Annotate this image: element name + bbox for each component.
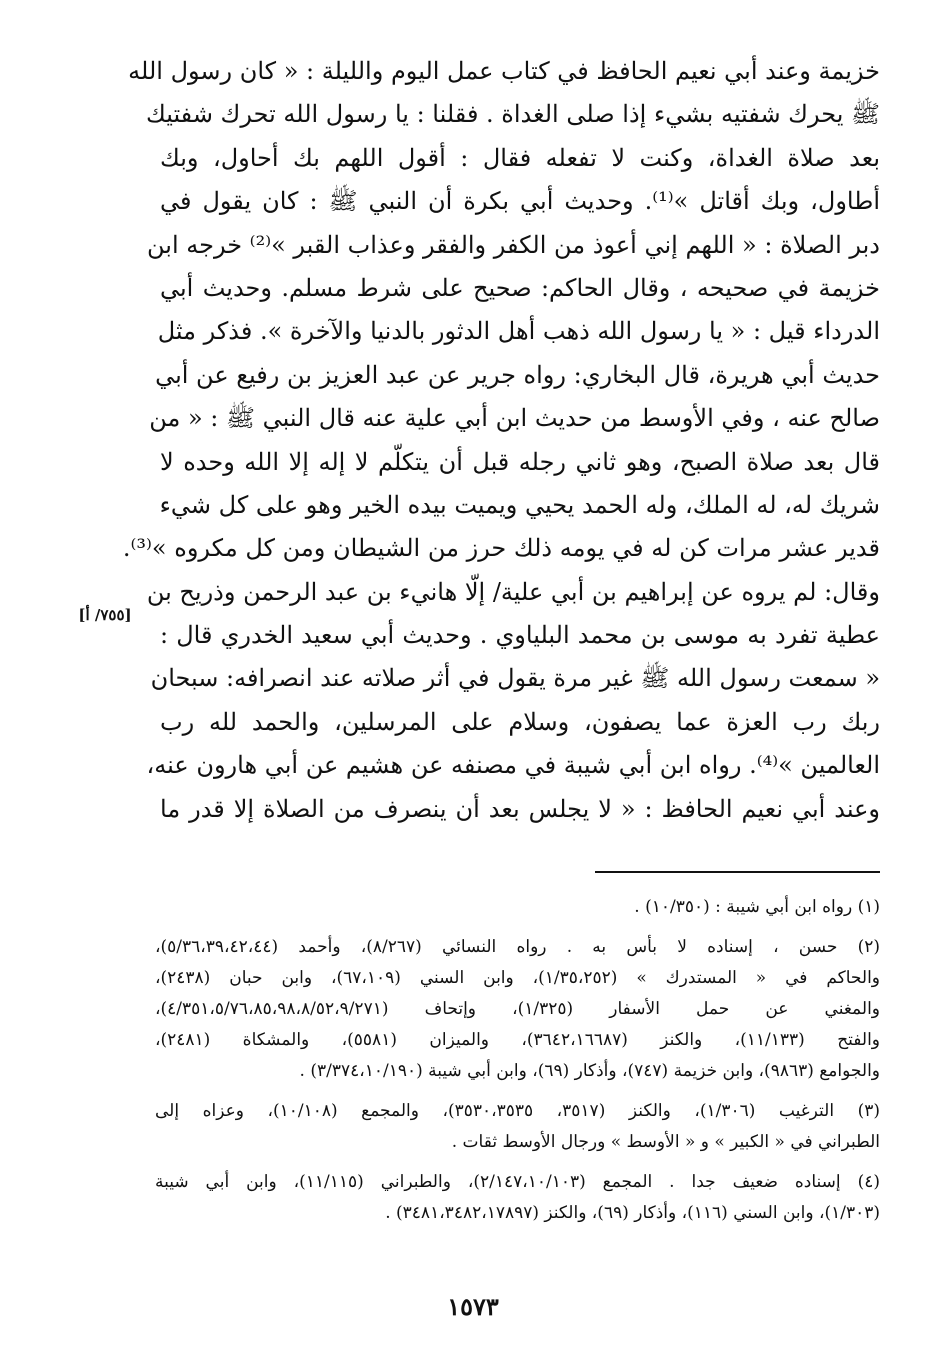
text-line: عطية تفرد به موسى بن محمد البلياوي . وحديث أبي سعيد الخدري قال : (160, 621, 880, 650)
footnote-separator (595, 871, 880, 873)
page-number: ١٥٧٣ (447, 1292, 499, 1321)
text-line: الدرداء قيل : « يا رسول الله ذهب أهل الدثور بالدنيا والآخرة ». فذكر مثل (157, 317, 880, 346)
text-line: وعند أبي نعيم الحافظ : « لا يجلس بعد أن ينصرف من الصلاة إلا قدر ما (160, 794, 880, 823)
text-line: العالمين »⁽⁴⁾. رواه ابن أبي شيبة في مصنفه عن هشيم عن أبي هارون عنه، (146, 751, 880, 780)
footnote-line: (٤) إسناده ضعيف جدا . المجمع (٢/١٤٧،١٠/١٠٣)، والطبراني (١١/١١٥)، وابن أبي شيبة (155, 1172, 880, 1192)
text-line: وقال: لم يروه عن إبراهيم بن أبي علية/ إلّا هانيء بن عبد الرحمن وذريح بن (146, 577, 880, 606)
margin-folio-note: [٧٥٥/ أ] (78, 606, 132, 624)
text-line: ﷺ يحرك شفتيه بشيء إذا صلى الغداة . فقلنا : يا رسول الله تحرك شفتيك (145, 100, 880, 129)
footnote-line: (٢) حسن ، إسناده لا بأس به . رواه النسائي (٨/٢٦٧)، وأحمد (٥/٣٦،٣٩،٤٢،٤٤)، (155, 937, 880, 957)
footnote (155, 1167, 880, 1229)
footnote-line: والمغني عن حمل الأسفار (١/٣٢٥)، وإتحاف (٤/٣٥١،٥/٧٦،٨٥،٩٨،٨/٥٢،٩/٢٧١)، (155, 999, 880, 1019)
footnote-line: الطبراني في « الكبير » و « الأوسط » ورجال الأوسط ثقات . (451, 1132, 880, 1152)
text-line: خزيمة في صحيحه ، وقال الحاكم: صحيح على شرط مسلم. وحديث أبي (160, 273, 880, 302)
footnote (155, 892, 880, 923)
footnote-line: والجوامع (٩٨٦٣)، وابن خزيمة (٧٤٧)، وأذكار (٦٩)، وابن أبي شيبة (٣/٣٧٤،١٠/١٩٠) . (299, 1061, 880, 1081)
text-line: قدير عشر مرات كن له في يومه ذلك حرز من الشيطان ومن كل مكروه »⁽³⁾. (122, 534, 880, 563)
footnotes (155, 892, 880, 1238)
text-line: أطاول، وبك أقاتل »⁽¹⁾. وحديث أبي بكرة أن النبي ﷺ : كان يقول في (160, 187, 880, 216)
text-line: حديث أبي هريرة، قال البخاري: رواه جرير عن عبد العزيز بن رفيع عن أبي (155, 360, 880, 389)
footnote-line: والحاكم في « المستدرك » (١/٣٥،٢٥٢)، وابن السني (٦٧،١٠٩)، وابن حبان (٢٤٣٨)، (155, 968, 881, 988)
footnote-line: (٣) الترغيب (١/٣٠٦)، والكنز (٣٥١٧، ٣٥٣٠،٣٥٣٥)، والمجمع (١٠/١٠٨)، وعزاه إلى (155, 1101, 880, 1121)
footnote-line: والفتح (١١/١٣٣)، والكنز (٣٦٤٢،١٦٦٨٧)، والميزان (٥٥٨١)، والمشكاة (٢٤٨١)، (155, 1030, 881, 1050)
text-line: قال بعد صلاة الصبح، وهو ثاني رجله قبل أن يتكلّم لا إله إلا الله وحده لا (160, 447, 880, 476)
text-line: خزيمة وعند أبي نعيم الحافظ في كتاب عمل اليوم والليلة : « كان رسول الله (128, 57, 880, 85)
footnote-line: (١) رواه ابن أبي شيبة : (١٠/٣٥٠) . (634, 897, 880, 917)
text-line: بعد صلاة الغداة، وكنت لا تفعله فقال : أقول اللهم بك أحاول، وبك (160, 143, 880, 172)
text-line: « سمعت رسول الله ﷺ غير مرة يقول في أثر صلاته عند انصرافه: سبحان (150, 664, 880, 693)
footnote (155, 1096, 880, 1158)
text-line: صالح عنه ، وفي الأوسط من حديث ابن أبي علية عنه قال النبي ﷺ : « من (149, 404, 880, 433)
footnote (155, 932, 880, 1087)
text-line: دبر الصلاة : « اللهم إني أعوذ من الكفر والفقر وعذاب القبر »⁽²⁾ خرجه ابن (147, 230, 880, 259)
main-text (122, 50, 880, 831)
text-line: شريك له، له الملك، وله الحمد يحيي ويميت بيده الخير وهو على كل شيء (159, 490, 880, 519)
footnote-line: (١/٣٠٣)، وابن السني (١١٦)، وأذكار (٦٩)، والكنز (٣٤٨١،٣٤٨٢،١٧٨٩٧) . (385, 1203, 880, 1223)
text-line: ربك رب العزة عما يصفون، وسلام على المرسلين، والحمد لله رب (160, 707, 880, 736)
